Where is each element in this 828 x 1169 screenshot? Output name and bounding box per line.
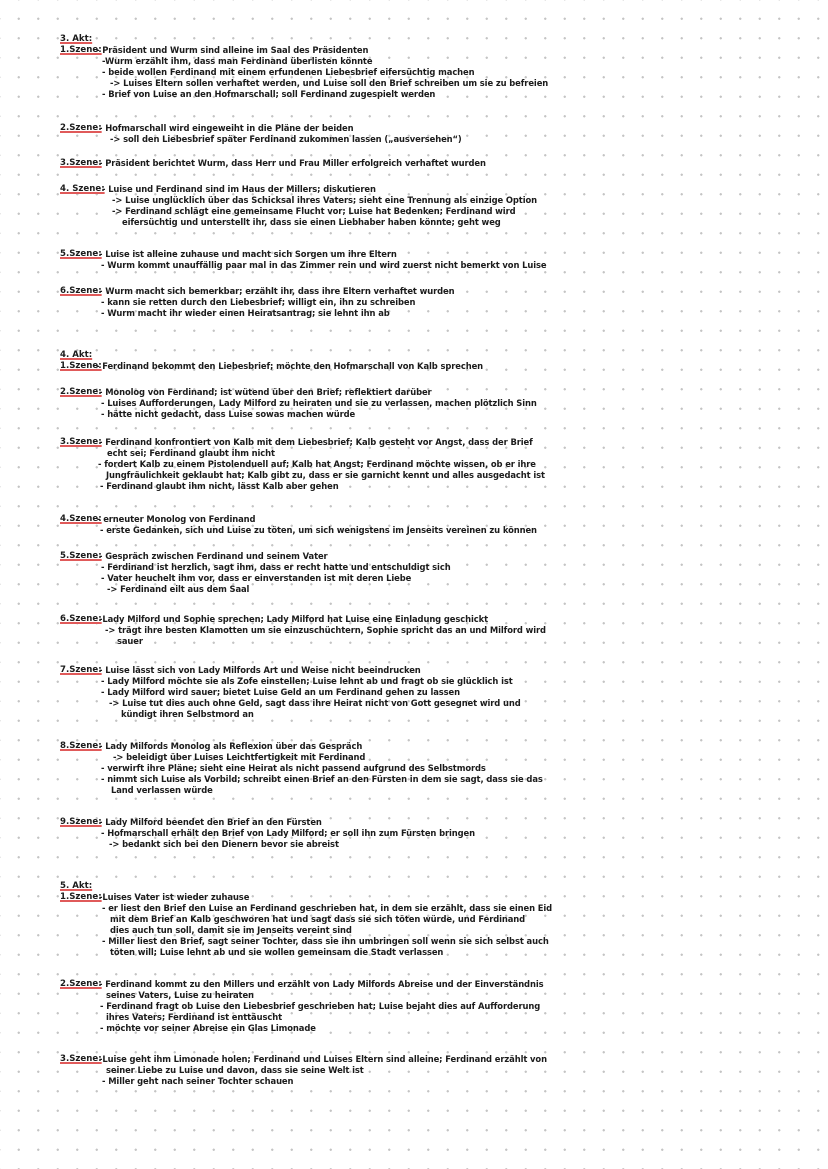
bullet-line: -> Luises Eltern sollen verhaftet werden, und Luise soll den Brief schreiben um sie zu befreien	[110, 78, 549, 88]
scene-label: 5.Szene:	[60, 551, 102, 561]
bullet-line: - Lady Milford beendet den Brief an den Fürsten	[99, 817, 322, 827]
bullet-line: - Ferdinand konfrontiert von Kalb mit dem Liebesbrief; Kalb gesteht vor Angst, dass der Brief	[99, 437, 533, 447]
bullet-line: - Hofmarschall erhält den Brief von Lady Milford; er soll ihn zum Fürsten bringen	[101, 828, 475, 838]
bullet-line: - er liest den Brief den Luise an Ferdinand geschrieben hat, in dem sie erzählt, dass sie einen Eid	[102, 903, 553, 913]
act-heading: 5. Akt:	[60, 881, 93, 891]
scene-label: 1.Szene:	[60, 45, 102, 55]
bullet-line: - kann sie retten durch den Liebesbrief; willigt ein, ihn zu schreiben	[101, 297, 416, 307]
bullet-line: töten will; Luise lehnt ab und sie wollen gemeinsam die Stadt verlassen	[110, 947, 444, 957]
bullet-line: - Luises Aufforderungen, Lady Milford zu heiraten und sie zu verlassen, machen plötzlich Sinn	[101, 398, 537, 408]
act-heading: 4. Akt:	[60, 350, 93, 360]
scene-label: 2.Szene:	[60, 387, 102, 397]
bullet-line: -> Luise tut dies auch ohne Geld, sagt dass ihre Heirat nicht von Gott gesegnet wird und	[109, 698, 521, 708]
bullet-line: -Luise geht ihm Limonade holen; Ferdinand und Luises Eltern sind alleine; Ferdinand erzählt von	[99, 1054, 547, 1064]
scene-label: 2.Szene:	[60, 979, 102, 989]
bullet-line: kündigt ihren Selbstmord an	[121, 709, 254, 719]
bullet-line: - beide wollen Ferdinand mit einem erfundenen Liebesbrief eifersüchtig machen	[102, 67, 475, 77]
bullet-line: sauer	[117, 636, 143, 646]
scene-label: 1.Szene:	[60, 892, 102, 902]
bullet-line: - Miller geht nach seiner Tochter schauen	[102, 1076, 294, 1086]
bullet-line: - erneuter Monolog von Ferdinand	[97, 514, 256, 524]
bullet-line: -> soll den Liebesbrief später Ferdinand zukommen lassen („ausversehen“)	[110, 134, 462, 144]
scene-label: 3.Szene:	[60, 1054, 102, 1064]
bullet-line: -> Ferdinand eilt aus dem Saal	[107, 584, 250, 594]
bullet-line: - Lady Milfords Monolog als Reflexion über das Gespräch	[99, 741, 363, 751]
bullet-line: echt sei; Ferdinand glaubt ihm nicht	[107, 448, 275, 458]
bullet-line: - Präsident berichtet Wurm, dass Herr und Frau Miller erfolgreich verhaftet wurden	[99, 158, 486, 168]
bullet-line: - Brief von Luise an den Hofmarschall; soll Ferdinand zugespielt werden	[102, 89, 436, 99]
act-heading: 3. Akt:	[60, 34, 93, 44]
bullet-line: -> bedankt sich bei den Dienern bevor sie abreist	[109, 839, 339, 849]
bullet-line: seiner Liebe zu Luise und davon, dass sie seine Welt ist	[106, 1065, 364, 1075]
scene-label: 1.Szene:	[60, 361, 102, 371]
scene-label: 7.Szene:	[60, 665, 102, 675]
bullet-line: - erste Gedanken, sich und Luise zu töten, um sich wenigstens im Jenseits vereinen zu können	[100, 525, 537, 535]
bullet-line: - Ferdinand kommt zu den Millers und erzählt von Lady Milfords Abreise und der Einverständnis	[99, 979, 544, 989]
bullet-line: - Wurm macht ihr wieder einen Heiratsantrag; sie lehnt ihn ab	[101, 308, 390, 318]
bullet-line: - Ferdinand glaubt ihm nicht, lässt Kalb aber gehen	[100, 481, 339, 491]
scene-label: 5.Szene:	[60, 249, 102, 259]
bullet-line: Land verlassen würde	[111, 785, 213, 795]
bullet-line: -Luises Vater ist wieder zuhause	[99, 892, 250, 902]
bullet-line: - möchte vor seiner Abreise ein Glas Limonade	[100, 1023, 316, 1033]
bullet-line: - Vater heuchelt ihm vor, dass er einverstanden ist mit deren Liebe	[101, 573, 412, 583]
bullet-line: - Monolog von Ferdinand; ist wütend über den Brief; reflektiert darüber	[99, 387, 432, 397]
bullet-line: - fordert Kalb zu einem Pistolenduell auf; Kalb hat Angst; Ferdinand möchte wissen, ob er ihre	[98, 459, 536, 469]
scene-label: 9.Szene:	[60, 817, 102, 827]
bullet-line: - Ferdinand fragt ob Luise den Liebesbrief geschrieben hat; Luise bejaht dies auf Aufforderung	[100, 1001, 541, 1011]
bullet-line: - Präsident und Wurm sind alleine im Saal des Präsidenten	[96, 45, 369, 55]
bullet-line: mit dem Brief an Kalb geschworen hat und sagt dass sie sich töten würde, und Ferdinand	[110, 914, 526, 924]
bullet-line: - Hofmarschall wird eingeweiht in die Pläne der beiden	[99, 123, 354, 133]
bullet-line: - Miller liest den Brief, sagt seiner Tochter, dass sie ihn umbringen soll wenn sie sich selbst auch	[102, 936, 549, 946]
bullet-line: - hätte nicht gedacht, dass Luise sowas machen würde	[101, 409, 356, 419]
scene-label: 4.Szene:	[60, 514, 102, 524]
bullet-line: ihres Vaters; Ferdinand ist enttäuscht	[106, 1012, 282, 1022]
bullet-line: - Lady Milford möchte sie als Zofe einstellen; Luise lehnt ab und fragt ob sie glücklich ist	[101, 676, 513, 686]
bullet-line: eifersüchtig und unterstellt ihr, dass sie einen Liebhaber haben könnte; geht weg	[122, 217, 501, 227]
bullet-line: - Wurm kommt unauffällig paar mal in das Zimmer rein und wird zuerst nicht bemerkt von Luise	[101, 260, 547, 270]
bullet-line: - Wurm macht sich bemerkbar; erzählt ihr, dass ihre Eltern verhaftet wurden	[99, 286, 455, 296]
scene-label: 6.Szene:	[60, 286, 102, 296]
bullet-line: - verwirft ihre Pläne; sieht eine Heirat als nicht passend aufgrund des Selbstmords	[101, 763, 486, 773]
bullet-line: -> beleidigt über Luises Leichtfertigkeit mit Ferdinand	[113, 752, 366, 762]
scene-label: 6.Szene:	[60, 614, 102, 624]
bullet-line: - Ferdinand bekommt den Liebesbrief; möchte den Hofmarschall von Kalb sprechen	[96, 361, 484, 371]
bullet-line: - Luise ist alleine zuhause und macht sich Sorgen um ihre Eltern	[99, 249, 397, 259]
scene-label: 2.Szene:	[60, 123, 102, 133]
scene-label: 3.Szene:	[60, 437, 102, 447]
bullet-line: Jungfräulichkeit geklaubt hat; Kalb gibt zu, dass er sie garnicht kennt und alles ausgedacht ist	[106, 470, 545, 480]
bullet-line: -> Luise unglücklich über das Schicksal ihres Vaters; sieht eine Trennung als einzige Option	[112, 195, 537, 205]
scene-label: 8.Szene:	[60, 741, 102, 751]
bullet-line: -Wurm erzählt ihm, dass man Ferdinand überlisten könnte	[102, 56, 373, 66]
bullet-line: - Luise und Ferdinand sind im Haus der Millers; diskutieren	[102, 184, 376, 194]
bullet-line: dies auch tun soll, damit sie im Jenseits vereint sind	[110, 925, 352, 935]
bullet-line: - Lady Milford wird sauer; bietet Luise Geld an um Ferdinand gehen zu lassen	[101, 687, 460, 697]
bullet-line: -Lady Milford und Sophie sprechen; Lady Milford hat Luise eine Einladung geschickt	[99, 614, 488, 624]
bullet-line: seines Vaters, Luise zu heiraten	[106, 990, 254, 1000]
bullet-line: - nimmt sich Luise als Vorbild; schreibt einen Brief an den Fürsten in dem sie sagt, dass sie das	[101, 774, 543, 784]
bullet-line: -> trägt ihre besten Klamotten um sie einzuschüchtern, Sophie spricht das an und Milford wird	[105, 625, 546, 635]
scene-label: 3.Szene:	[60, 158, 102, 168]
bullet-line: - Ferdinand ist herzlich, sagt ihm, dass er recht hatte und entschuldigt sich	[101, 562, 451, 572]
bullet-line: - Luise lässt sich von Lady Milfords Art und Weise nicht beeindrucken	[99, 665, 421, 675]
scene-label: 4. Szene:	[60, 184, 105, 194]
bullet-line: - Gespräch zwischen Ferdinand und seinem Vater	[99, 551, 328, 561]
bullet-line: -> Ferdinand schlägt eine gemeinsame Flucht vor; Luise hat Bedenken; Ferdinand wird	[112, 206, 516, 216]
